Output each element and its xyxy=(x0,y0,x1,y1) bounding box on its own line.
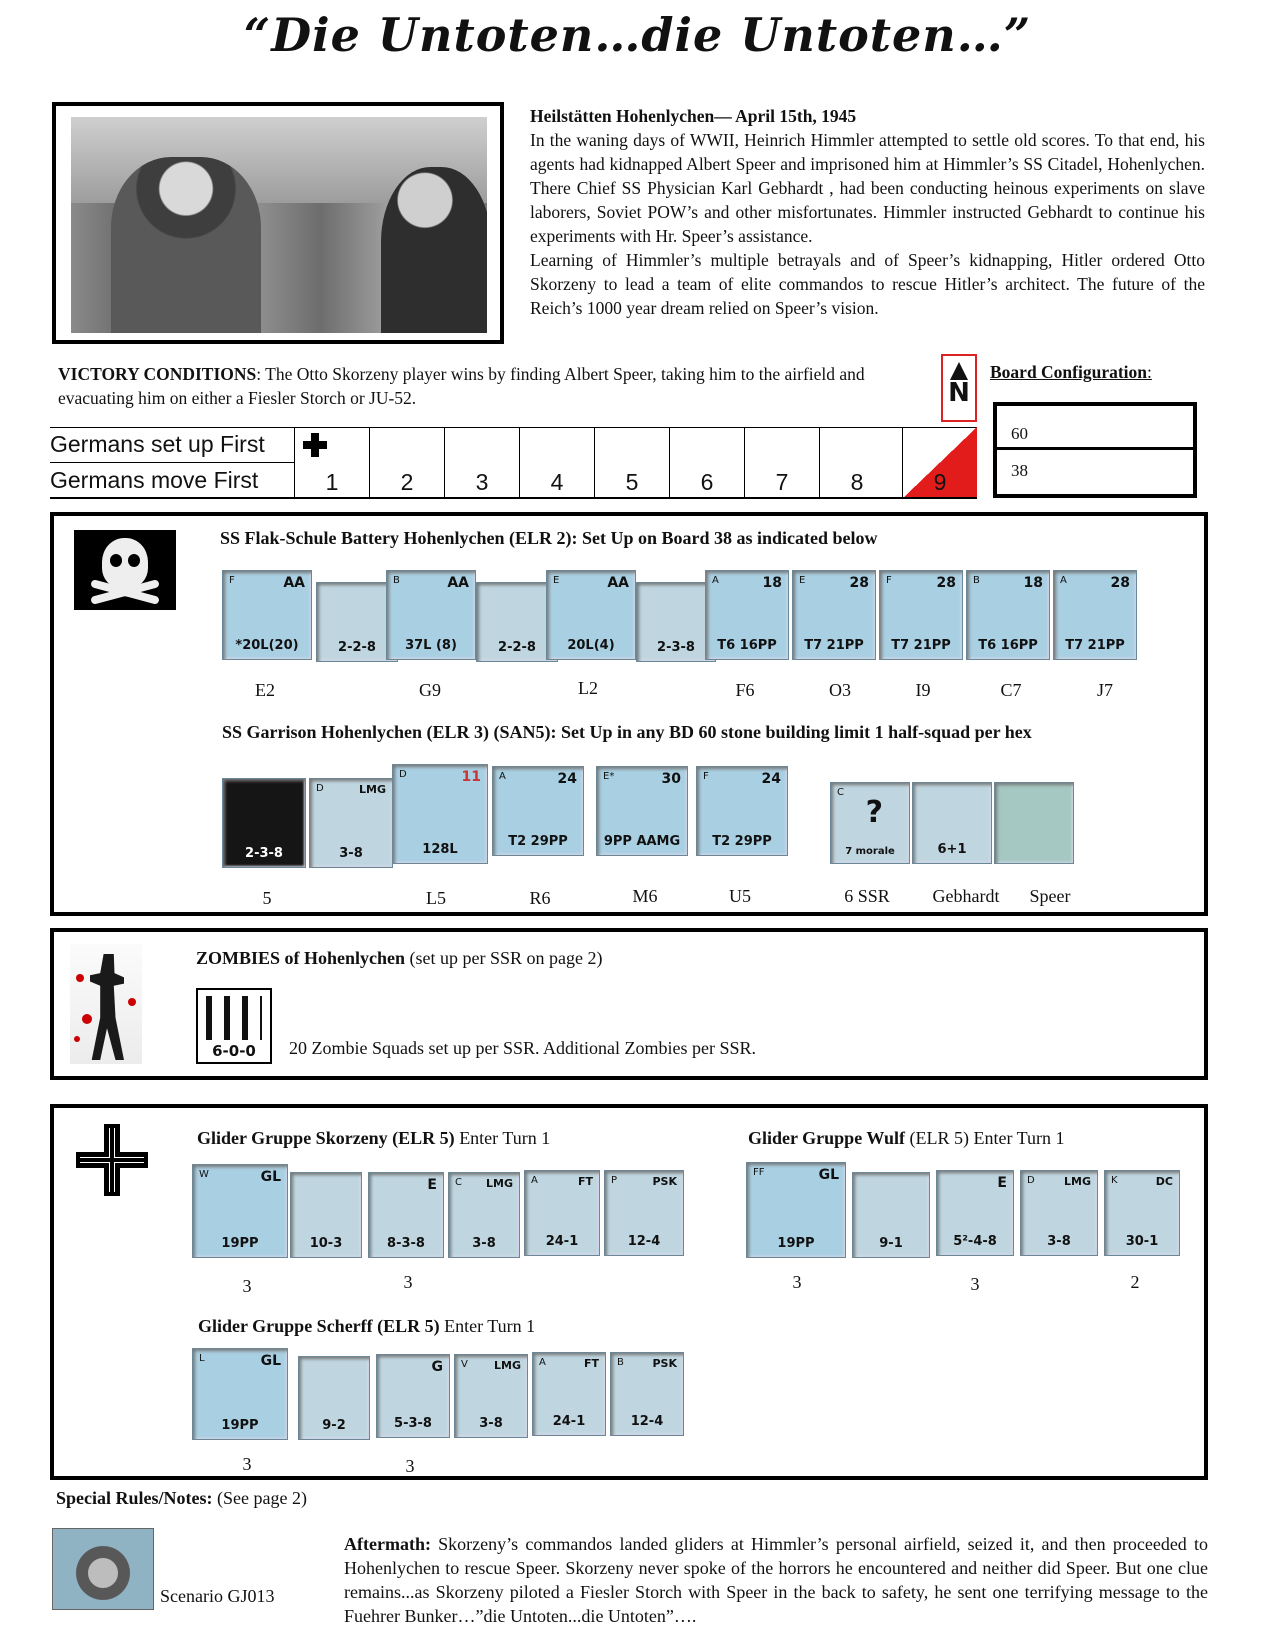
north-label: N xyxy=(948,378,970,408)
setup-location: 6 SSR xyxy=(844,886,890,906)
setup-location: L2 xyxy=(578,678,598,698)
unit-counter: D LMG 3-8 xyxy=(309,778,393,868)
setup-location: F6 xyxy=(735,680,755,700)
north-arrow xyxy=(941,354,977,422)
aftermath-text: Aftermath: Skorzeny’s commandos landed gliders at Himmler’s personal airfield, seized it, and then proceeded to Hohenlychen to rescue Speer. Skorzeny never spoke of the horrors he encountered and neither did Speer. But one clue remains...as Skorzeny piloted a Fiesler Storch with Speer in the back to safety, he sent one terrifying message to the Fuehrer Bunker…”die Untoten...die Untoten”…. xyxy=(344,1534,1208,1626)
unit-counter: C LMG 3-8 xyxy=(448,1172,520,1258)
setup-location: E2 xyxy=(255,680,275,700)
board-config-box xyxy=(993,402,1197,498)
board-row: 38 xyxy=(1011,461,1028,480)
zombies-text: 20 Zombie Squads set up per SSR. Additional Zombies per SSR. xyxy=(289,1038,756,1058)
zombie-counter: 6-0-0 xyxy=(196,988,272,1064)
ss-garrison-title: SS Garrison Hohenlychen (ELR 3) (SAN5): Set Up in any BD 60 stone building limit 1 half-squad per hex xyxy=(222,722,1032,742)
turn-number: 4 xyxy=(550,469,564,495)
intro-paragraph-2: Learning of Himmler’s multiple betrayals and of Speer’s kidnapping, Hitler ordered Otto Skorzeny to lead a team of elite commandos to rescue Hitler’s architect. The future of the Reich’s 1000 year dream relied on Speer’s vision. xyxy=(530,250,1205,318)
special-rules: Special Rules/Notes: (See page 2) xyxy=(56,1488,307,1508)
unit-counter: B PSK 12-4 xyxy=(610,1352,684,1436)
totenkopf-icon xyxy=(74,530,176,610)
unit-counter: 2-2-8 xyxy=(316,582,398,662)
unit-counter: 2-3-8 xyxy=(636,582,716,662)
unit-count: 3 xyxy=(405,1456,415,1476)
unit-counter: E 28 T7 21PP xyxy=(792,570,876,660)
setup-location: Gebhardt xyxy=(932,886,1000,906)
unit-counter: A FT 24-1 xyxy=(524,1170,600,1256)
unit-counter: 9-2 xyxy=(298,1356,370,1440)
zombies-title: ZOMBIES of Hohenlychen (set up per SSR on page 2) xyxy=(196,948,603,968)
unit-counter: P PSK 12-4 xyxy=(604,1170,684,1256)
unit-counter: A 28 T7 21PP xyxy=(1053,570,1137,660)
unit-counter: F 28 T7 21PP xyxy=(879,570,963,660)
turn-number: 3 xyxy=(475,469,489,495)
unit-counter: B AA 37L (8) xyxy=(386,570,476,660)
unit-counter: E 8-3-8 xyxy=(368,1172,444,1258)
turn-number: 2 xyxy=(400,469,414,495)
unit-counter: A 18 T6 16PP xyxy=(705,570,789,660)
turn-label-setup: Germans set up First xyxy=(50,431,265,457)
unit-counter: A FT 24-1 xyxy=(532,1352,606,1436)
intro-text xyxy=(530,104,1205,320)
unit-count: 3 xyxy=(242,1276,252,1296)
unit-counter: E* 30 9PP AAMG xyxy=(596,766,688,856)
unit-counter: FF GL 19PP xyxy=(746,1162,846,1258)
turn-number: 7 xyxy=(775,469,789,495)
glider-scherff-title: Glider Gruppe Scherff (ELR 5) Enter Turn 1 xyxy=(198,1316,536,1336)
unit-counter: F 24 T2 29PP xyxy=(696,766,788,856)
unit-counter: V LMG 3-8 xyxy=(454,1354,528,1438)
board-row: 60 xyxy=(997,406,1193,450)
setup-location: 5 xyxy=(262,888,272,908)
unit-count: 3 xyxy=(970,1274,980,1294)
unit-counter: L GL 19PP xyxy=(192,1348,288,1440)
german-cross-icon xyxy=(303,433,327,457)
unit-count: 3 xyxy=(242,1454,252,1474)
turn-number: 8 xyxy=(850,469,864,495)
turn-number: 1 xyxy=(325,469,339,495)
intro-heading: Heilstätten Hohenlychen— April 15th, 1945 xyxy=(530,106,857,126)
zombie-icon xyxy=(70,944,142,1064)
turn-number: 6 xyxy=(700,469,714,495)
scenario-id: Scenario GJ013 xyxy=(160,1586,275,1606)
glider-wulf-title: Glider Gruppe Wulf (ELR 5) Enter Turn 1 xyxy=(748,1128,1065,1148)
turn-label-move: Germans move First xyxy=(50,467,259,493)
setup-location: R6 xyxy=(529,888,551,908)
unit-counter: F AA *20L(20) xyxy=(222,570,312,660)
setup-location: O3 xyxy=(829,680,851,700)
setup-location: J7 xyxy=(1096,680,1113,700)
unit-counter: K DC 30-1 xyxy=(1104,1170,1180,1256)
ss-flak-title: SS Flak-Schule Battery Hohenlychen (ELR 2): Set Up on Board 38 as indicated below xyxy=(220,528,878,548)
unit-counter xyxy=(994,782,1074,864)
turn-number: 9 xyxy=(933,469,947,495)
turn-number: 5 xyxy=(625,469,639,495)
unit-counter: 2-3-8 xyxy=(222,778,306,868)
page-title: “Die Untoten…die Untoten…” xyxy=(243,8,1032,62)
unit-count: 3 xyxy=(792,1272,802,1292)
unit-counter: E 5²-4-8 xyxy=(936,1170,1014,1256)
setup-location: Speer xyxy=(1029,886,1071,906)
unit-counter: E AA 20L(4) xyxy=(546,570,636,660)
unit-counter: W GL 19PP xyxy=(192,1164,288,1258)
victory-text: : The Otto Skorzeny player wins by finding Albert Speer, taking him to the airfield and evacuating him on either a Fiesler Storch or JU-52. xyxy=(58,364,865,408)
victory-label: VICTORY CONDITIONS xyxy=(58,364,257,384)
intro-paragraph-1: In the waning days of WWII, Heinrich Himmler attempted to settle old scores. To that end, his agents had kidnapped Albert Speer and imprisoned him at Himmler’s SS Citadel, Hohenlychen. There Chief SS Physician Karl Gebhardt , had been conducting heinous experiments on slave laborers, Soviet POW’s and other misfortunates. Himmler instructed Gebhardt to continue his experiments with Hr. Speer’s assistance. xyxy=(530,130,1205,246)
unit-counter: 9-1 xyxy=(852,1172,930,1258)
skorzeny-portrait xyxy=(52,1528,154,1610)
unit-counter: 2-2-8 xyxy=(476,582,558,662)
turn-record-track xyxy=(50,427,977,498)
unit-counter: D LMG 3-8 xyxy=(1020,1170,1098,1256)
setup-location: M6 xyxy=(632,886,658,906)
unit-counter: 6+1 xyxy=(912,782,992,864)
unit-counter: A 24 T2 29PP xyxy=(492,766,584,856)
victory-conditions xyxy=(58,362,898,410)
unit-count: 3 xyxy=(403,1272,413,1292)
setup-location: L5 xyxy=(426,888,446,908)
setup-location: G9 xyxy=(419,680,441,700)
historical-photo xyxy=(52,102,504,344)
unit-counter: 10-3 xyxy=(290,1172,362,1258)
glider-skorzeny-title: Glider Gruppe Skorzeny (ELR 5) Enter Turn 1 xyxy=(197,1128,551,1148)
unit-count: 2 xyxy=(1130,1272,1140,1292)
setup-location: C7 xyxy=(1000,680,1022,700)
unit-counter: C ? 7 morale xyxy=(830,782,910,864)
setup-location: U5 xyxy=(729,886,751,906)
unit-counter: D 11 128L xyxy=(392,764,488,864)
unit-counter: B 18 T6 16PP xyxy=(966,570,1050,660)
setup-location: I9 xyxy=(915,680,931,700)
board-config-label: Board Configuration: xyxy=(990,362,1152,382)
iron-cross-icon xyxy=(76,1124,148,1196)
unit-counter: G 5-3-8 xyxy=(376,1354,450,1438)
